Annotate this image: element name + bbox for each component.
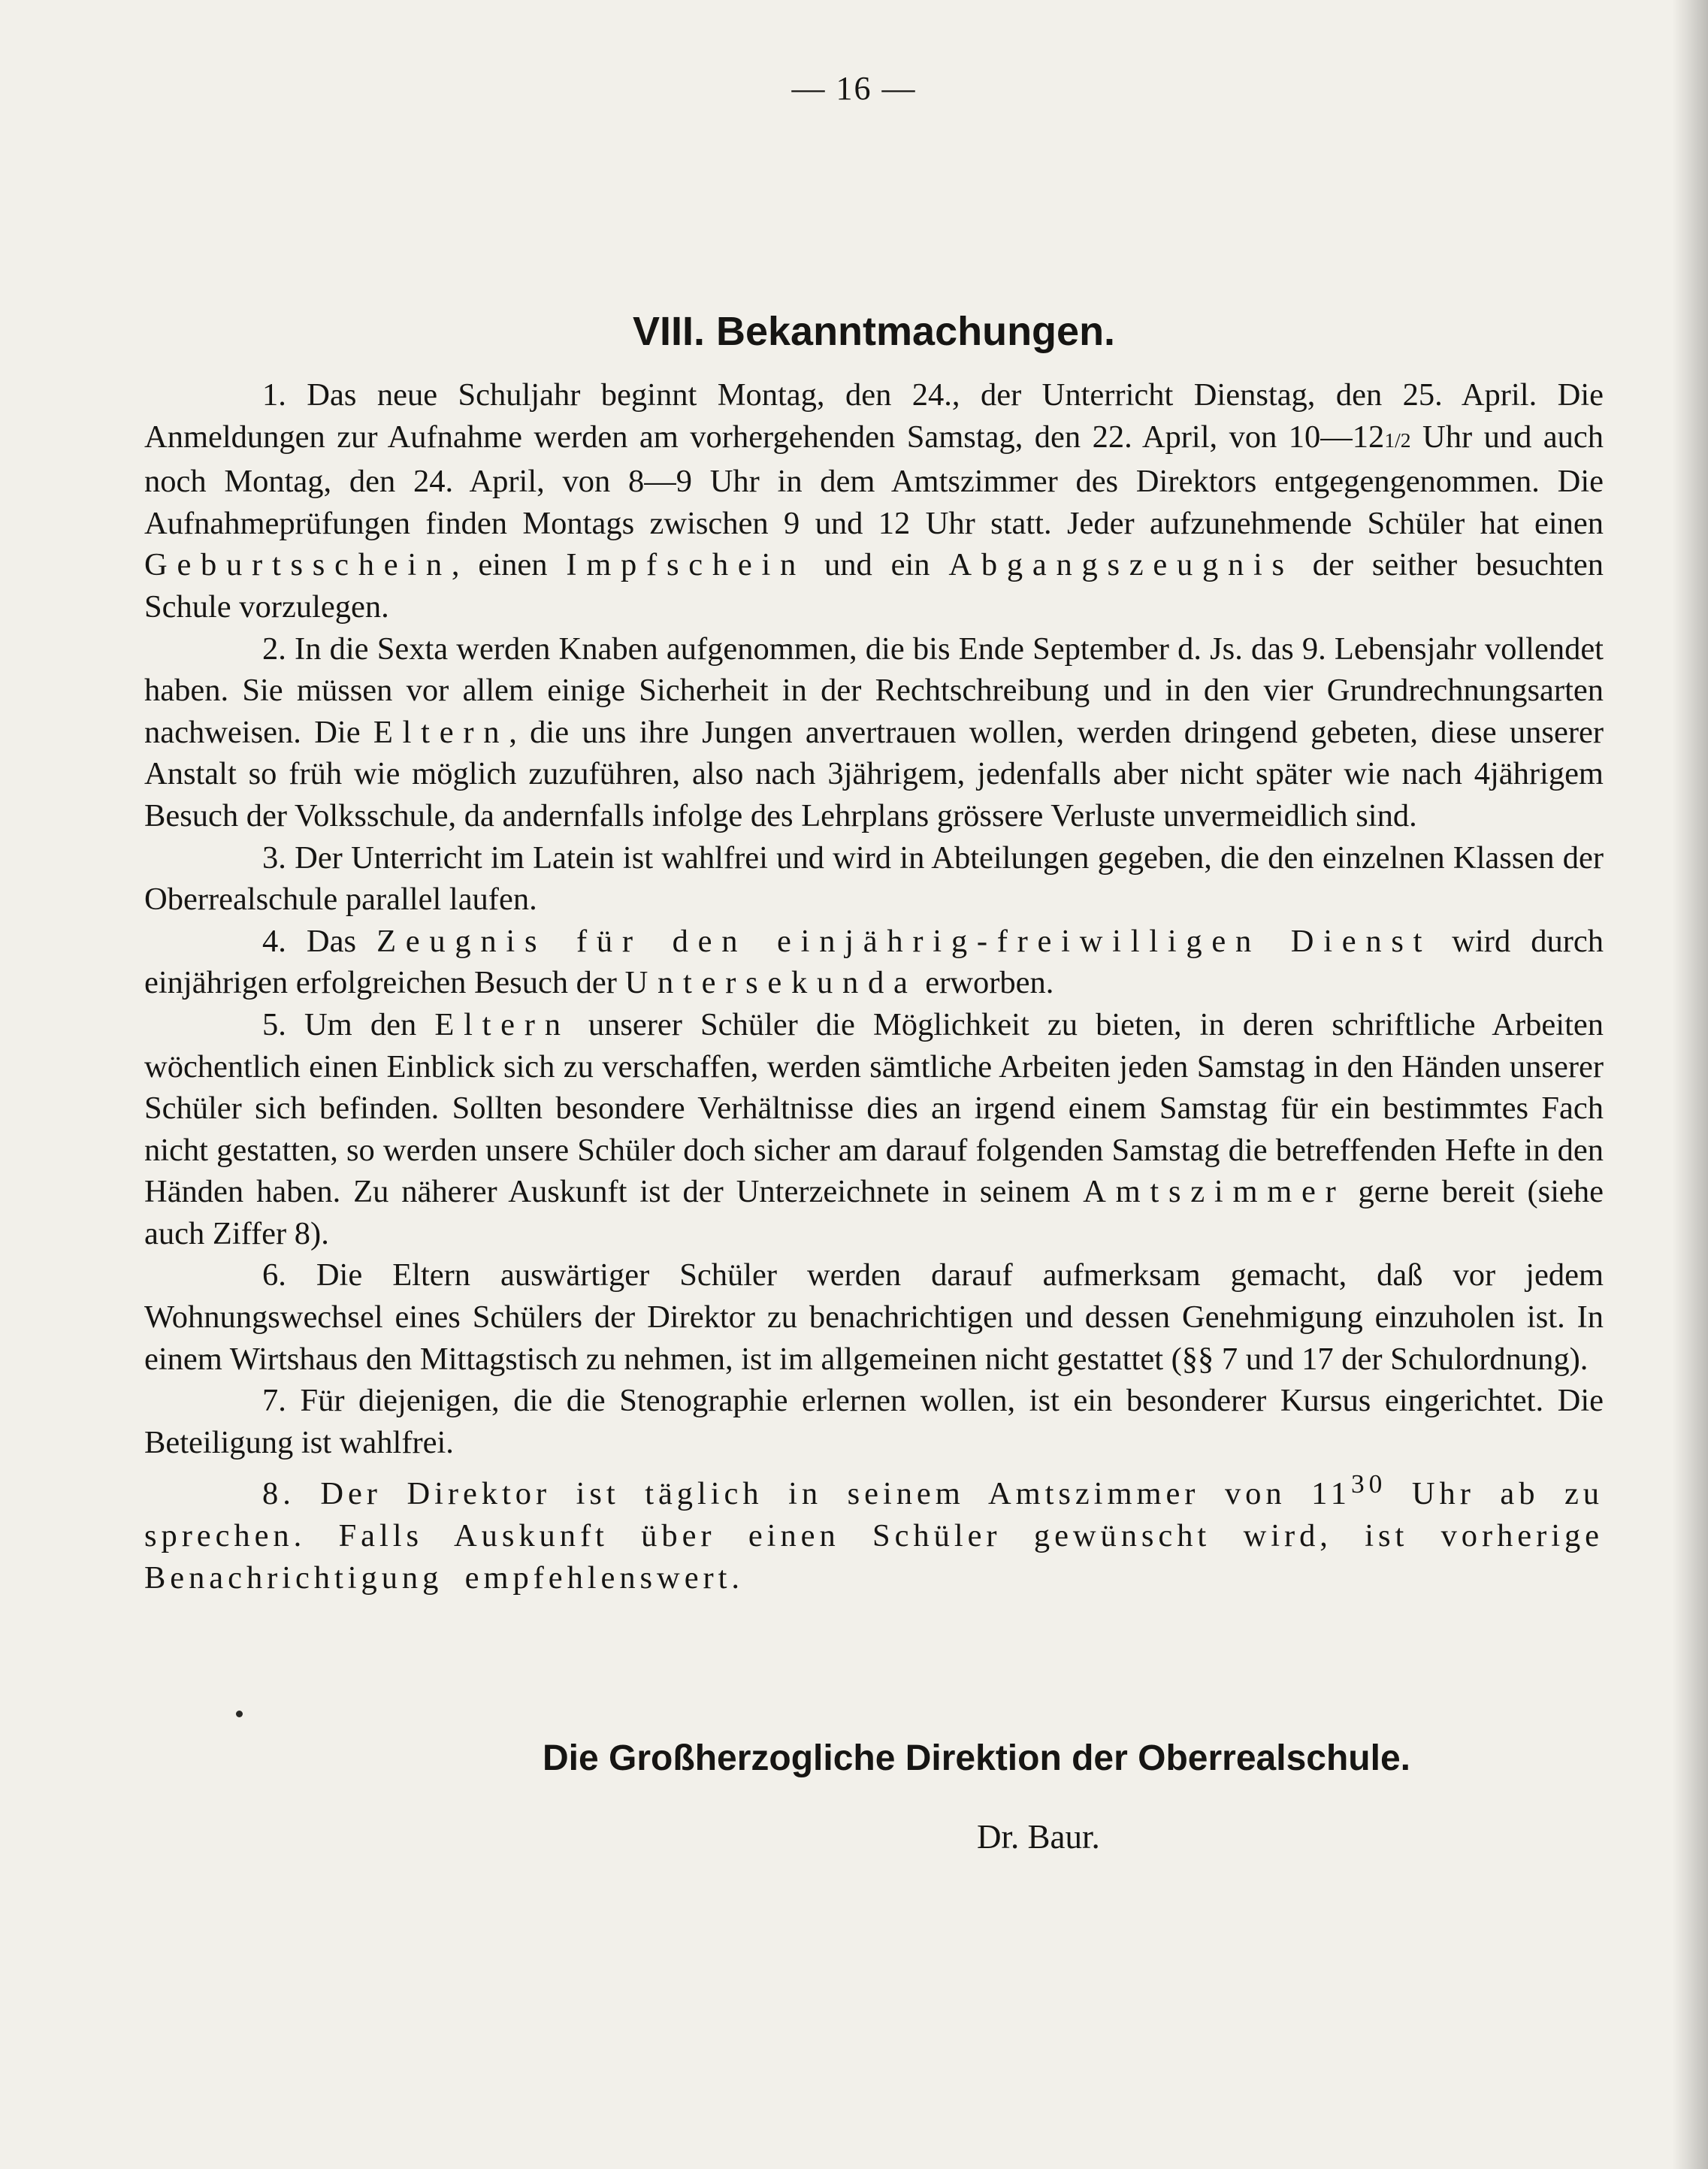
- section-heading: VIII. Bekanntmachungen.: [632, 309, 1116, 354]
- paragraph-3: 3. Der Unterricht im Latein ist wahlfrei und wird in Abteilungen gegeben, die den einzelnen Klassen der Oberrealschule parallel laufen.: [144, 839, 1604, 918]
- paragraph-6: 6. Die Eltern auswärtiger Schüler werden darauf aufmerksam gemacht, daß vor jedem Wohnungswechsel eines Schülers der Direktor zu benachrichtigen und dessen Genehmigung einzuholen ist. In einem Wirtshaus den Mittagstisch zu nehmen, ist im allgemeinen nicht gestattet (§§ 7 und 17 der Schulordnung).: [144, 1257, 1604, 1377]
- page-number: — 16 —: [791, 70, 917, 107]
- signature-name: Dr. Baur.: [977, 1818, 1100, 1856]
- paragraph-1: 1. Das neue Schuljahr beginnt Montag, den 24., der Unterricht Dienstag, den 25. April. Die Anmeldungen zur Aufnahme werden am vorhergehenden Samstag, den 22. April, von 10—121/2 Uhr und auch noch Montag, den 24. April, von 8—9 Uhr in dem Amtszimmer des Direktors entgegengenommen. Die Aufnahmeprüfungen finden Montags zwischen 9 und 12 Uhr statt. Jeder aufzunehmende Schüler hat einen Geburtsschein, einen Impfschein und ein Abgangszeugnis der seither besuchten Schule vorzulegen.: [144, 377, 1604, 625]
- paragraph-5: 5. Um den Eltern unserer Schüler die Möglichkeit zu bieten, in deren schriftliche Arbeiten wöchentlich einen Einblick sich zu verschaffen, werden sämtliche Arbeiten jeden Samstag in den Händen unserer Schüler sich befinden. Sollten besondere Verhältnisse dies an irgend einem Samstag für ein bestimmtes Fach nicht gestatten, so werden unsere Schüler doch sicher am darauf folgenden Samstag die betreffenden Hefte in den Händen haben. Zu näherer Auskunft ist der Unterzeichnete in seinem Amtszimmer gerne bereit (siehe auch Ziffer 8).: [144, 1006, 1604, 1251]
- bullet-dot: [236, 1711, 243, 1717]
- paragraph-2: 2. In die Sexta werden Knaben aufgenommen, die bis Ende September d. Js. das 9. Lebensjahr vollendet haben. Sie müssen vor allem einige Sicherheit in der Rechtschreibung und in den vier Grundrechnungsarten nachweisen. Die Eltern, die uns ihre Jungen anvertrauen wollen, werden dringend gebeten, diese unserer Anstalt so früh wie möglich zuzuführen, also nach 3jährigem, jedenfalls aber nicht später wie nach 4jährigem Besuch der Volksschule, da andernfalls infolge des Lehrplans grössere Verluste unvermeidlich sind.: [144, 631, 1604, 833]
- paragraph-4: 4. Das Zeugnis für den einjährig-freiwilligen Dienst wird durch einjährigen erfolgreichen Besuch der Untersekunda erworben.: [144, 923, 1604, 1001]
- superscript-minutes: 30: [1350, 1469, 1387, 1499]
- emphasis-impfschein: Impfschein: [566, 547, 806, 583]
- signature-organization: Die Großherzogliche Direktion der Oberrealschule.: [543, 1738, 1410, 1778]
- emphasis-eltern-2: Eltern: [434, 1006, 570, 1042]
- page-edge-shadow: [1672, 0, 1708, 2169]
- fraction-half: 1/2: [1384, 428, 1411, 452]
- emphasis-abgangszeugnis: Abgangszeugnis: [948, 547, 1294, 583]
- emphasis-untersekunda: Untersekunda: [624, 965, 917, 1001]
- paragraph-7: 7. Für diejenigen, die die Stenographie erlernen wollen, ist ein besonderer Kursus eingerichtet. Die Beteiligung ist wahlfrei.: [144, 1383, 1604, 1460]
- body-text: [144, 374, 1604, 1599]
- paragraph-8: 8. Der Direktor ist täglich in seinem Amtszimmer von $11^{30}$ Uhr ab zu sprechen. Falls Auskunft über einen Schüler gewünscht wird, ist vorherige Benachrichtigung empfehlenswert.: [144, 1469, 1604, 1596]
- emphasis-amtszimmer: Amtszimmer: [1083, 1174, 1346, 1210]
- emphasis-geburtsschein: Geburtsschein: [144, 547, 452, 583]
- emphasis-zeugnis: Zeugnis für den einjährig-freiwilligen Dienst: [376, 923, 1432, 959]
- emphasis-eltern: Eltern: [373, 714, 509, 750]
